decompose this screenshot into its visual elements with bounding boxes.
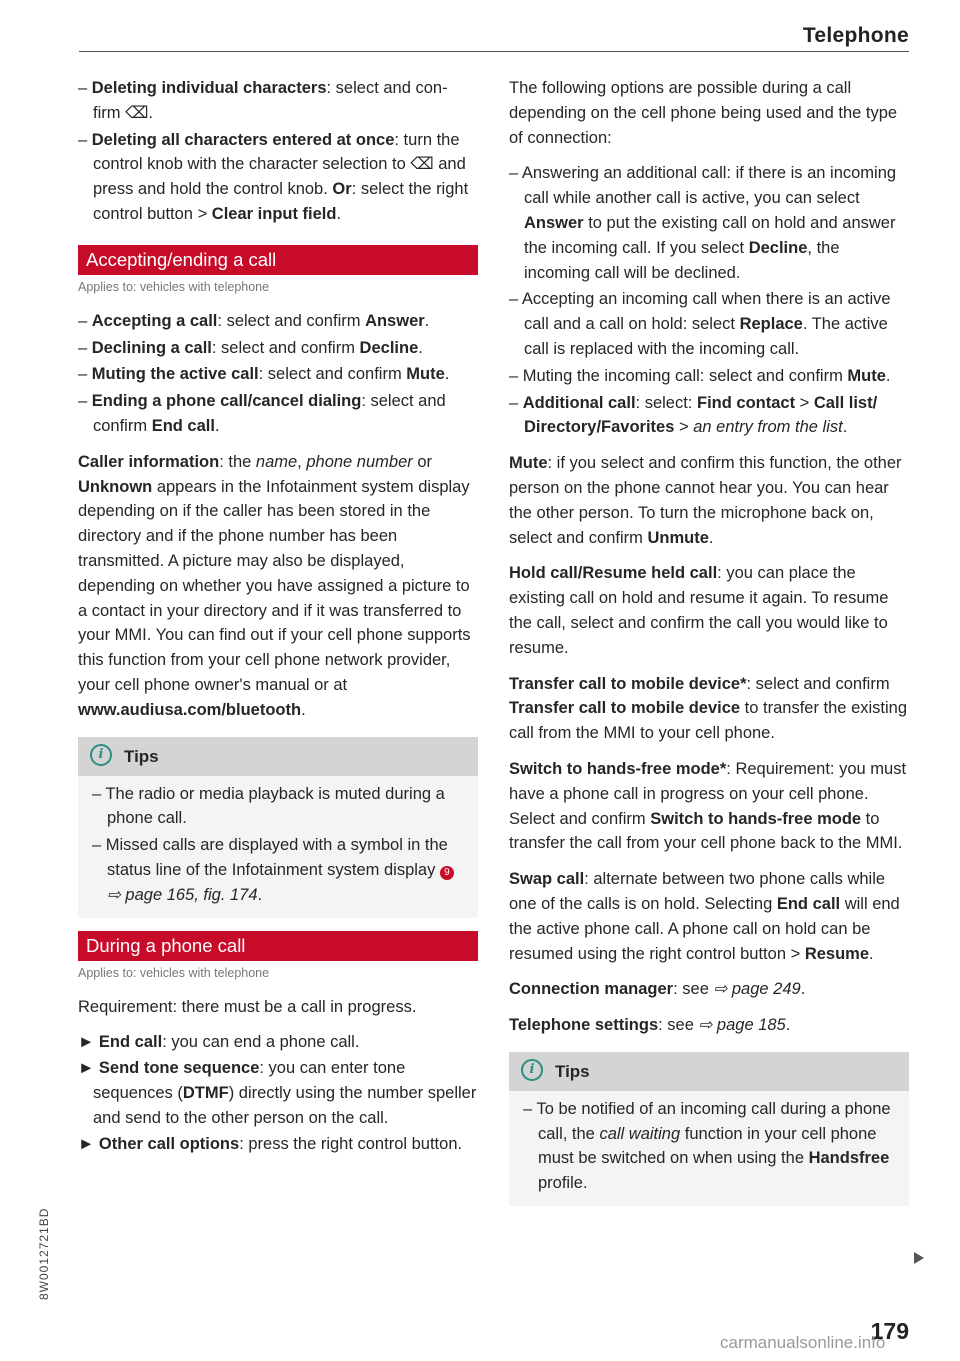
document-code: 8W0012721BD: [37, 1207, 51, 1300]
list-item: – Accepting an incoming call when there is an active call and a call on hold: select Replace. The active call is replaced with the incoming call.: [509, 290, 891, 358]
connection-paragraph: Connection manager: see ⇨ page 249.: [509, 980, 806, 999]
intro-paragraph: The following options are possible during a call depending on the cell phone being used and the type of connection:: [509, 79, 898, 147]
list-item: – Ending a phone call/cancel dialing: select and confirm End call.: [78, 392, 446, 435]
swap-paragraph: Swap call: alternate between two phone calls while one of the calls is on hold. Selecting End call will end the active phone call. A phone call on hold can be resumed using the right control button > Resume.: [509, 870, 900, 963]
continue-arrow-icon: [914, 1252, 924, 1264]
tips-header: i Tips: [78, 737, 478, 776]
requirement-text: Requirement: there must be a call in progress.: [78, 997, 417, 1016]
info-icon: i: [90, 744, 112, 766]
hold-paragraph: Hold call/Resume held call: you can place the existing call on hold and resume it again. To resume the call, select and confirm the call you would like to resume.: [509, 564, 889, 657]
list-item: ► Send tone sequence: you can enter tone sequences (DTMF) directly using the number speller and send to the other person on the call.: [78, 1059, 477, 1127]
list-item: – Accepting a call: select and confirm Answer.: [78, 311, 430, 330]
tip-item: – To be notified of an incoming call during a phone call, the call waiting function in your cell phone must be switched on when using the Handsfree profile.: [523, 1099, 891, 1193]
applies-note: Applies to: vehicles with telephone: [78, 279, 270, 294]
tips-box: [78, 737, 478, 918]
audi-bluetooth-link[interactable]: www.audiusa.com/bluetooth: [78, 700, 302, 719]
page-ref-link[interactable]: ⇨ page 165, fig. 174: [107, 885, 258, 904]
telephone-settings-paragraph: Telephone settings: see ⇨ page 185.: [509, 1016, 791, 1035]
left-column: [78, 76, 478, 1157]
tips-header: i Tips: [509, 1052, 909, 1091]
page-ref-link[interactable]: ⇨ page 185: [698, 1016, 786, 1035]
list-item: – Muting the active call: select and confirm Mute.: [78, 365, 450, 384]
list-item: – Answering an additional call: if there is an incoming call while another call is active, you can select Answer to put the existing call on hold and answer the incoming call. If you select Decline, the incoming call will be declined.: [509, 164, 897, 282]
tip-item: – The radio or media playback is muted during a phone call.: [92, 784, 445, 828]
list-item: – Muting the incoming call: select and confirm Mute.: [509, 366, 891, 385]
list-item: ► End call: you can end a phone call.: [78, 1033, 360, 1052]
section-heading-during-call: During a phone call: [78, 931, 478, 961]
header-rule: [79, 51, 909, 52]
watermark: carmanualsonline.info: [720, 1333, 886, 1352]
page-number: 179: [870, 1318, 909, 1344]
list-item: – Deleting all characters entered at once: turn the control knob with the character selection to ⌫ and press and hold the control knob. Or: select the right control button > Clear input field.: [78, 130, 469, 223]
list-item: – Additional call: select: Find contact > Call list/ Directory/Favorites > an entry from the list.: [509, 393, 878, 437]
header-title: Telephone: [802, 24, 909, 47]
callout-number-icon: 9: [440, 866, 454, 880]
applies-note: Applies to: vehicles with telephone: [78, 965, 270, 980]
handsfree-paragraph: Switch to hands-free mode*: Requirement: you must have a phone call in progress on your cell phone. Select and confirm Switch to hands-free mode to transfer the call from your cell phone back to the MMI.: [509, 759, 907, 853]
list-item: – Deleting individual characters: select and con- firm ⌫.: [78, 79, 448, 122]
page-ref-link[interactable]: ⇨ page 249: [713, 980, 801, 999]
list-item: – Declining a call: select and confirm Decline.: [78, 338, 423, 357]
right-column: [509, 76, 909, 1218]
tip-item: – Missed calls are displayed with a symbol in the status line of the Infotainment system display 9 ⇨ page 165, fig. 174.: [92, 833, 466, 907]
section-heading-accepting: Accepting/ending a call: [78, 245, 478, 275]
mute-paragraph: Mute: if you select and confirm this function, the other person on the phone cannot hear you. You can hear the other person. To turn the microphone back on, select and confirm Unmute.: [509, 454, 902, 547]
info-icon: i: [521, 1059, 543, 1081]
transfer-paragraph: Transfer call to mobile device*: select and confirm Transfer call to mobile device to transfer the existing call from the MMI to your cell phone.: [509, 674, 908, 743]
tips-box: [509, 1052, 909, 1206]
caller-info-paragraph: Caller information: the name, phone number or Unknown appears in the Infotainment system display depending on if the caller has been stored in the directory and if the phone number has been transmitted. A picture may also be displayed, depending on whether you have assigned a picture to a contact in your directory and if it was transferred to your MMI. You can find out if your cell phone supports this function from your cell phone network provider, your cell phone owner's manual or at www.audiusa.com/bluetooth.: [78, 452, 471, 719]
list-item: ► Other call options: press the right control button.: [78, 1134, 463, 1153]
